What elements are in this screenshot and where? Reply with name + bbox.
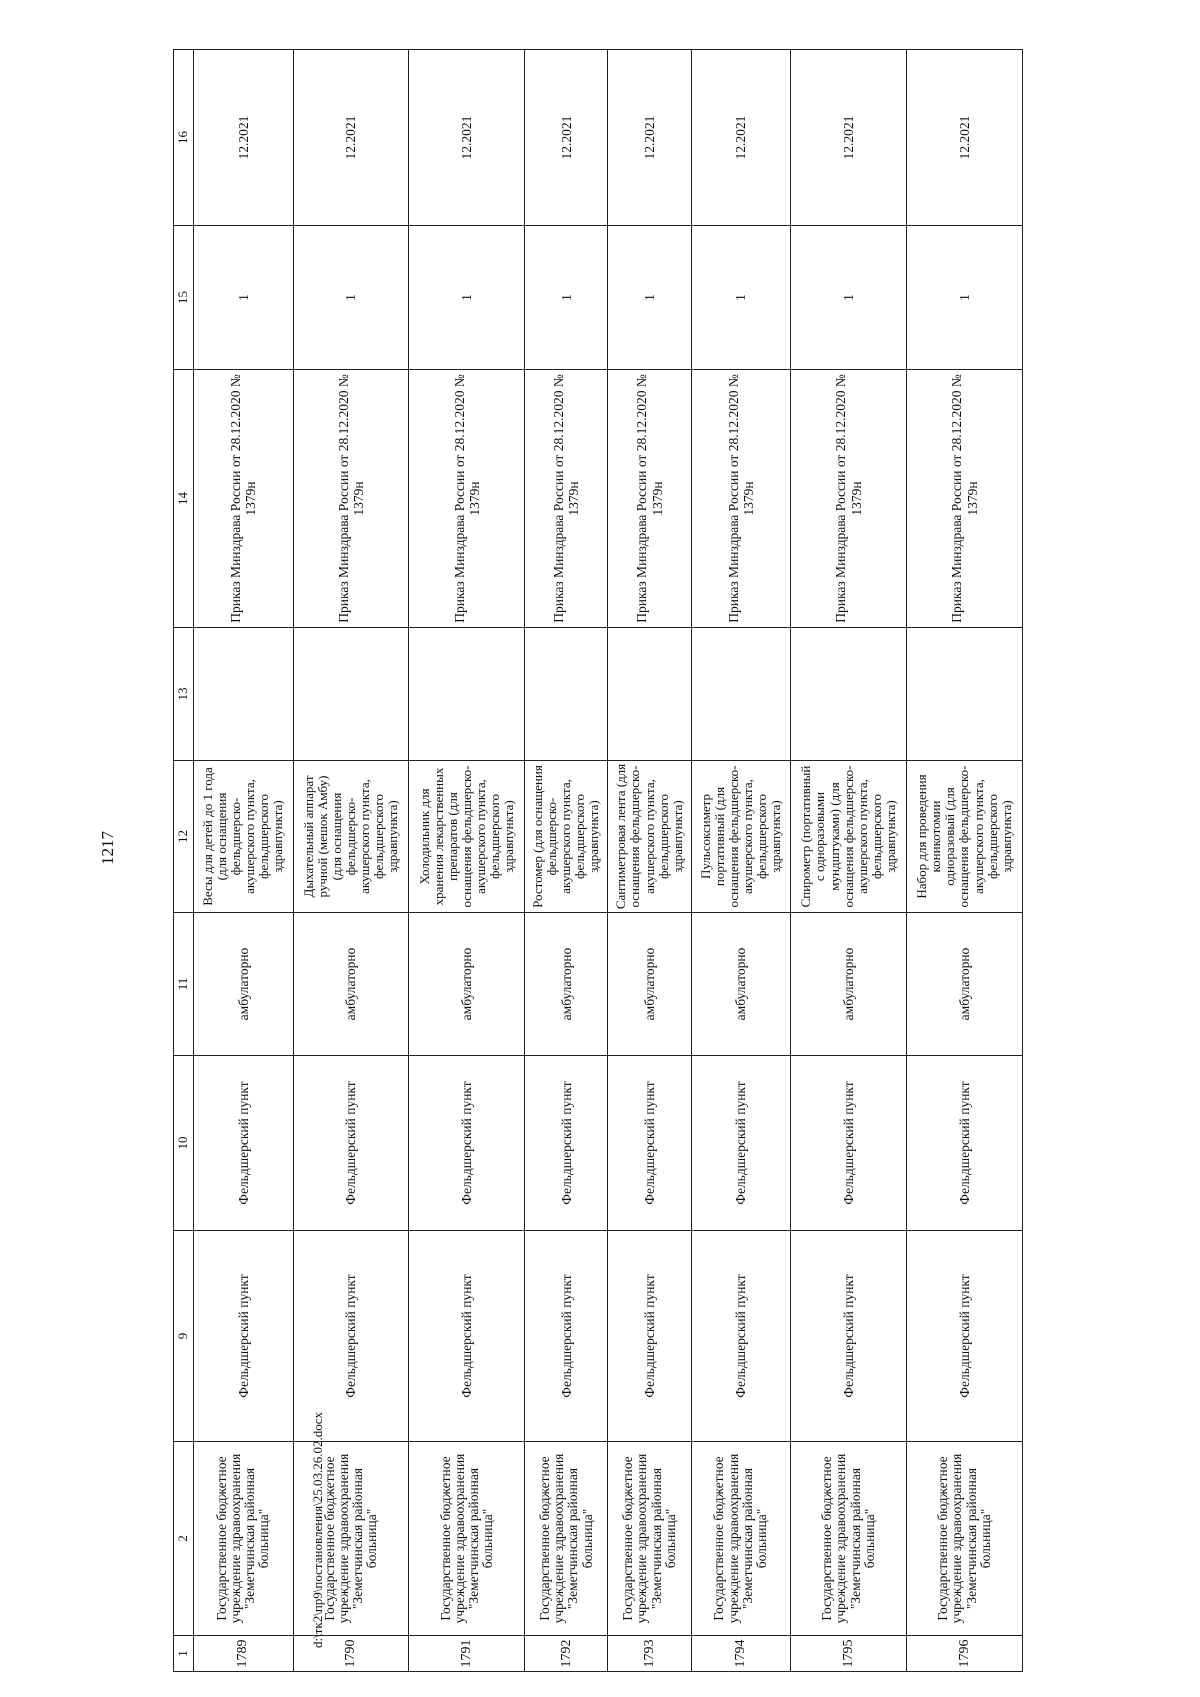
- header-row: [174, 50, 194, 1672]
- date-cell: 12.2021: [691, 50, 791, 226]
- date-cell: 12.2021: [791, 50, 907, 226]
- col13-cell: [608, 628, 691, 761]
- col13-cell: [525, 628, 608, 761]
- col-header: 11: [174, 913, 194, 1056]
- location-cell: Фельдшерский пункт: [691, 1231, 791, 1442]
- col-header: 2: [174, 1442, 194, 1636]
- care-type-cell: амбулаторно: [791, 913, 907, 1056]
- table-row: [907, 50, 1023, 1672]
- row-number: 1790: [293, 1636, 409, 1672]
- unit-cell: Фельдшерский пункт: [525, 1056, 608, 1231]
- equipment-cell: Сантиметровая лента (для оснащения фельдшерско-акушерского пункта, фельдшерского здравпункта): [608, 761, 691, 913]
- quantity-cell: 1: [293, 226, 409, 370]
- row-number: 1789: [194, 1636, 294, 1672]
- care-type-cell: амбулаторно: [194, 913, 294, 1056]
- unit-cell: Фельдшерский пункт: [409, 1056, 525, 1231]
- equipment-cell: Весы для детей до 1 года (для оснащения фельдшерско-акушерского пункта, фельдшерского здравпункта): [194, 761, 294, 913]
- location-cell: Фельдшерский пункт: [409, 1231, 525, 1442]
- date-cell: 12.2021: [907, 50, 1023, 226]
- row-number: 1795: [791, 1636, 907, 1672]
- page-number: 1217: [98, 831, 117, 865]
- table-row: [194, 50, 294, 1672]
- organization-cell: Государственное бюджетное учреждение здравоохранения "Земетчинская районная больница": [409, 1442, 525, 1636]
- table-row: [791, 50, 907, 1672]
- care-type-cell: амбулаторно: [691, 913, 791, 1056]
- row-number: 1792: [525, 1636, 608, 1672]
- quantity-cell: 1: [791, 226, 907, 370]
- quantity-cell: 1: [194, 226, 294, 370]
- table-row: [409, 50, 525, 1672]
- col-header: 9: [174, 1231, 194, 1442]
- rotated-table-container: [173, 50, 1023, 1672]
- col13-cell: [791, 628, 907, 761]
- col13-cell: [409, 628, 525, 761]
- col-header: 1: [174, 1636, 194, 1672]
- table-row: [608, 50, 691, 1672]
- quantity-cell: 1: [691, 226, 791, 370]
- care-type-cell: амбулаторно: [293, 913, 409, 1056]
- organization-cell: Государственное бюджетное учреждение здравоохранения "Земетчинская районная больница": [525, 1442, 608, 1636]
- row-number: 1791: [409, 1636, 525, 1672]
- quantity-cell: 1: [525, 226, 608, 370]
- order-cell: Приказ Минздрава России от 28.12.2020 № 1379н: [907, 370, 1023, 628]
- col-header: 16: [174, 50, 194, 226]
- equipment-cell: Спирометр (портативный с одноразовыми мундштуками) (для оснащения фельдшерско-акушерского пункта, фельдшерского здравпункта): [791, 761, 907, 913]
- table-row: [525, 50, 608, 1672]
- organization-cell: Государственное бюджетное учреждение здравоохранения "Земетчинская районная больница": [691, 1442, 791, 1636]
- location-cell: Фельдшерский пункт: [907, 1231, 1023, 1442]
- col13-cell: [691, 628, 791, 761]
- row-number: 1796: [907, 1636, 1023, 1672]
- location-cell: Фельдшерский пункт: [194, 1231, 294, 1442]
- equipment-table: [173, 49, 1023, 1672]
- footer-file-path: d:\тк2\пр9\постановления\25.03.26.02.docx: [310, 1411, 325, 1649]
- location-cell: Фельдшерский пункт: [525, 1231, 608, 1442]
- equipment-cell: Набор для проведения коникотомии одноразовый (для оснащения фельдшерско-акушерского пункта, фельдшерского здравпункта): [907, 761, 1023, 913]
- equipment-cell: Дыхательный аппарат ручной (мешок Амбу) (для оснащения фельдшерско-акушерского пункта, фельдшерского здравпункта): [293, 761, 409, 913]
- col13-cell: [194, 628, 294, 761]
- col-header: 13: [174, 628, 194, 761]
- location-cell: Фельдшерский пункт: [293, 1231, 409, 1442]
- unit-cell: Фельдшерский пункт: [608, 1056, 691, 1231]
- quantity-cell: 1: [608, 226, 691, 370]
- order-cell: Приказ Минздрава России от 28.12.2020 № 1379н: [691, 370, 791, 628]
- care-type-cell: амбулаторно: [907, 913, 1023, 1056]
- organization-cell: Государственное бюджетное учреждение здравоохранения "Земетчинская районная больница": [608, 1442, 691, 1636]
- order-cell: Приказ Минздрава России от 28.12.2020 № 1379н: [293, 370, 409, 628]
- unit-cell: Фельдшерский пункт: [791, 1056, 907, 1231]
- organization-cell: Государственное бюджетное учреждение здравоохранения "Земетчинская районная больница": [194, 1442, 294, 1636]
- location-cell: Фельдшерский пункт: [791, 1231, 907, 1442]
- organization-cell: Государственное бюджетное учреждение здравоохранения "Земетчинская районная больница": [791, 1442, 907, 1636]
- care-type-cell: амбулаторно: [409, 913, 525, 1056]
- table-row: [691, 50, 791, 1672]
- order-cell: Приказ Минздрава России от 28.12.2020 № 1379н: [194, 370, 294, 628]
- equipment-cell: Холодильник для хранения лекарственных препаратов (для оснащения фельдшерско-акушерского пункта, фельдшерского здравпункта): [409, 761, 525, 913]
- unit-cell: Фельдшерский пункт: [194, 1056, 294, 1231]
- col-header: 15: [174, 226, 194, 370]
- care-type-cell: амбулаторно: [608, 913, 691, 1056]
- date-cell: 12.2021: [194, 50, 294, 226]
- col13-cell: [293, 628, 409, 761]
- row-number: 1794: [691, 1636, 791, 1672]
- order-cell: Приказ Минздрава России от 28.12.2020 № 1379н: [608, 370, 691, 628]
- date-cell: 12.2021: [293, 50, 409, 226]
- equipment-cell: Пульсоксиметр портативный (для оснащения фельдшерско-акушерского пункта, фельдшерского здравпункта): [691, 761, 791, 913]
- date-cell: 12.2021: [409, 50, 525, 226]
- location-cell: Фельдшерский пункт: [608, 1231, 691, 1442]
- date-cell: 12.2021: [608, 50, 691, 226]
- row-number: 1793: [608, 1636, 691, 1672]
- quantity-cell: 1: [907, 226, 1023, 370]
- unit-cell: Фельдшерский пункт: [691, 1056, 791, 1231]
- order-cell: Приказ Минздрава России от 28.12.2020 № 1379н: [409, 370, 525, 628]
- unit-cell: Фельдшерский пункт: [293, 1056, 409, 1231]
- col13-cell: [907, 628, 1023, 761]
- organization-cell: Государственное бюджетное учреждение здравоохранения "Земетчинская районная больница": [293, 1442, 409, 1636]
- equipment-cell: Ростомер (для оснащения фельдшерско-акушерского пункта, фельдшерского здравпункта): [525, 761, 608, 913]
- col-header: 12: [174, 761, 194, 913]
- order-cell: Приказ Минздрава России от 28.12.2020 № 1379н: [791, 370, 907, 628]
- order-cell: Приказ Минздрава России от 28.12.2020 № 1379н: [525, 370, 608, 628]
- quantity-cell: 1: [409, 226, 525, 370]
- care-type-cell: амбулаторно: [525, 913, 608, 1056]
- col-header: 14: [174, 370, 194, 628]
- organization-cell: Государственное бюджетное учреждение здравоохранения "Земетчинская районная больница": [907, 1442, 1023, 1636]
- col-header: 10: [174, 1056, 194, 1231]
- unit-cell: Фельдшерский пункт: [907, 1056, 1023, 1231]
- date-cell: 12.2021: [525, 50, 608, 226]
